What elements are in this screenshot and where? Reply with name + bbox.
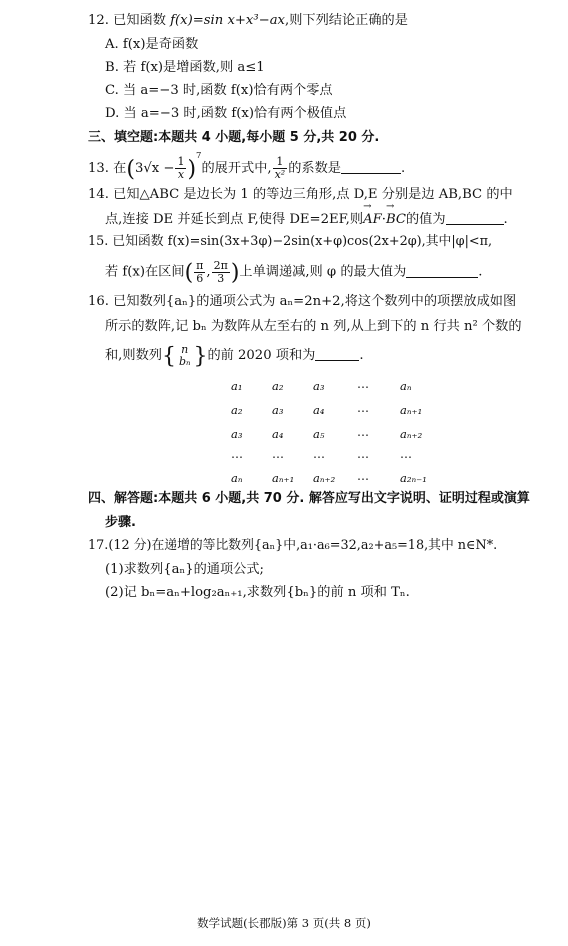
q12-option-a: A. f(x)是奇函数 [105, 37, 199, 52]
page-footer: 数学试题(长郡版)第 3 页(共 8 页) [197, 916, 371, 930]
q13-fraction2-den: x² [274, 168, 286, 181]
q13-fraction [175, 156, 186, 180]
q13-suffix: 的系数是 [288, 161, 341, 176]
q13-fraction-den: x [177, 168, 185, 181]
q12-option-b: B. 若 f(x)是增函数,则 a≤1 [105, 60, 265, 75]
q15-frac2 [212, 260, 230, 284]
q14-line2 [105, 212, 508, 226]
matrix-cell: aₙ [400, 379, 412, 393]
q13-fraction-num: 1 [177, 155, 185, 169]
matrix-ellipsis: … [357, 469, 370, 483]
matrix-cell: aₙ [231, 471, 243, 485]
q14-line1: 14. 已知△ABC 是边长为 1 的等边三角形,点 D,E 分别是边 AB,BC 的中 [88, 187, 513, 202]
q15-paren-close: ) [230, 260, 240, 286]
q15-frac2-den: 3 [217, 271, 225, 285]
q14-vector-bc: → BC [386, 213, 406, 226]
section-fill-in-title: 三、填空题:本题共 4 小题,每小题 5 分,共 20 分. [88, 130, 380, 145]
q13-fraction2-num: 1 [273, 156, 288, 169]
q15-frac1-num: π [196, 259, 204, 272]
q13-fraction-2 [273, 156, 288, 180]
q13-exponent: 7 [196, 151, 202, 161]
q12-option-d: D. 当 a=−3 时,函数 f(x)恰有两个极值点 [105, 106, 347, 121]
matrix-ellipsis: … [400, 447, 413, 461]
matrix-cell: a₁ [231, 379, 243, 393]
q13-paren-open: ( [126, 157, 135, 182]
matrix-cell: a₂ [231, 403, 243, 417]
q16-ratio [177, 344, 193, 367]
q17-stem: 17.(12 分)在递增的等比数列{aₙ}中,a₁·a₆=32,a₂+a₅=18,其中 n∈N*. [88, 538, 498, 553]
matrix-ellipsis: … [231, 447, 244, 461]
q15-period: . [478, 264, 483, 280]
q12-stem-prefix: 12. 已知函数 [88, 13, 171, 28]
matrix-ellipsis: … [357, 401, 370, 415]
q16-ratio-den: bₙ [178, 354, 191, 368]
q16-line1: 16. 已知数列{aₙ}的通项公式为 aₙ=2n+2,将这个数列中的项摆放成如图 [88, 294, 517, 309]
q16-line3-suffix: 的前 2020 项和为 [207, 348, 316, 364]
matrix-ellipsis: … [313, 447, 326, 461]
section-solutions-title-cont: 步骤. [105, 515, 136, 530]
q15-line1: 15. 已知函数 f(x)=sin(3x+3φ)−2sin(x+φ)cos(2x+2φ),其中|φ|<π, [88, 234, 493, 249]
q15-line2: 若 f(x)在区间( $\frac{\pi}{6}$ , $\frac{2\pi}{3}$ )上单调递减,则 φ 的最大值为 . [105, 259, 483, 286]
q15-frac1-den: 6 [196, 271, 204, 285]
matrix-cell: aₙ₊₁ [400, 403, 423, 417]
q15-line2-prefix: 若 f(x)在区间 [105, 264, 185, 280]
q12-stem [88, 14, 408, 27]
q16-brace-close: } [193, 344, 208, 370]
q13-period: . [400, 161, 406, 176]
q16-line2: 所示的数阵,记 bₙ 为数阵从左至右的 n 列,从上到下的 n 行共 n² 个数的 [105, 319, 522, 334]
q17-part1: (1)求数列{aₙ}的通项公式; [105, 562, 264, 577]
q14-dot: · [381, 212, 386, 227]
q13-paren-close: ) [187, 157, 197, 182]
section-solutions-title: 四、解答题:本题共 6 小题,共 70 分. 解答应写出文字说明、证明过程或演算 [88, 491, 530, 506]
matrix-ellipsis: … [357, 447, 370, 461]
q17-part2: (2)记 bₙ=aₙ+log₂aₙ₊₁,求数列{bₙ}的前 n 项和 Tₙ. [105, 585, 410, 600]
matrix-cell: a₄ [272, 427, 284, 441]
q15-paren-open: ( [184, 260, 194, 286]
matrix-cell: a₄ [313, 403, 325, 417]
q15-frac1 [194, 260, 205, 284]
matrix-cell: a₅ [313, 427, 325, 441]
q15-line2-suffix: 上单调递减,则 φ 的最大值为 [239, 264, 407, 280]
matrix-ellipsis: … [272, 447, 285, 461]
q12-option-c: C. 当 a=−3 时,函数 f(x)恰有两个零点 [105, 83, 333, 98]
q13-prefix: 13. 在 [88, 161, 127, 176]
q16-brace-open: { [161, 344, 176, 370]
matrix-cell: a₂ [272, 379, 284, 393]
q15-frac2-num: 2π [213, 259, 228, 272]
matrix-cell: aₙ₊₁ [272, 471, 295, 485]
q12-function: f(x)=sin x+x³−ax [170, 13, 285, 28]
matrix-cell: a₃ [313, 379, 325, 393]
q16-line3 [105, 344, 364, 370]
q16-answer-blank[interactable] [315, 348, 359, 361]
matrix-cell: a₂ₙ₋₁ [400, 471, 427, 485]
q13-binomial-term: 3√x − [134, 161, 175, 176]
q13 [88, 151, 406, 182]
q16-line3-prefix: 和,则数列 [105, 348, 162, 364]
q13-answer-blank[interactable] [341, 161, 401, 174]
q13-mid: 的展开式中, [201, 161, 272, 176]
q12-stem-suffix: ,则下列结论正确的是 [285, 13, 408, 28]
q14-line2-text: 点,连接 DE 并延长到点 F,使得 DE=2EF,则 [105, 212, 364, 227]
matrix-cell: a₃ [272, 403, 284, 417]
matrix-ellipsis: … [357, 377, 370, 391]
q14-period: . [503, 212, 508, 227]
q15-answer-blank[interactable] [406, 265, 478, 278]
q14-vector-af: → AF [363, 213, 382, 226]
matrix-cell: a₃ [231, 427, 243, 441]
q14-answer-blank[interactable] [446, 212, 504, 225]
matrix-cell: aₙ₊₂ [400, 427, 423, 441]
q16-ratio-num: n [181, 343, 189, 356]
matrix-ellipsis: … [357, 425, 370, 439]
matrix-cell: aₙ₊₂ [313, 471, 336, 485]
q14-line2-suffix: 的值为 [405, 212, 446, 227]
q16-period: . [359, 348, 364, 364]
